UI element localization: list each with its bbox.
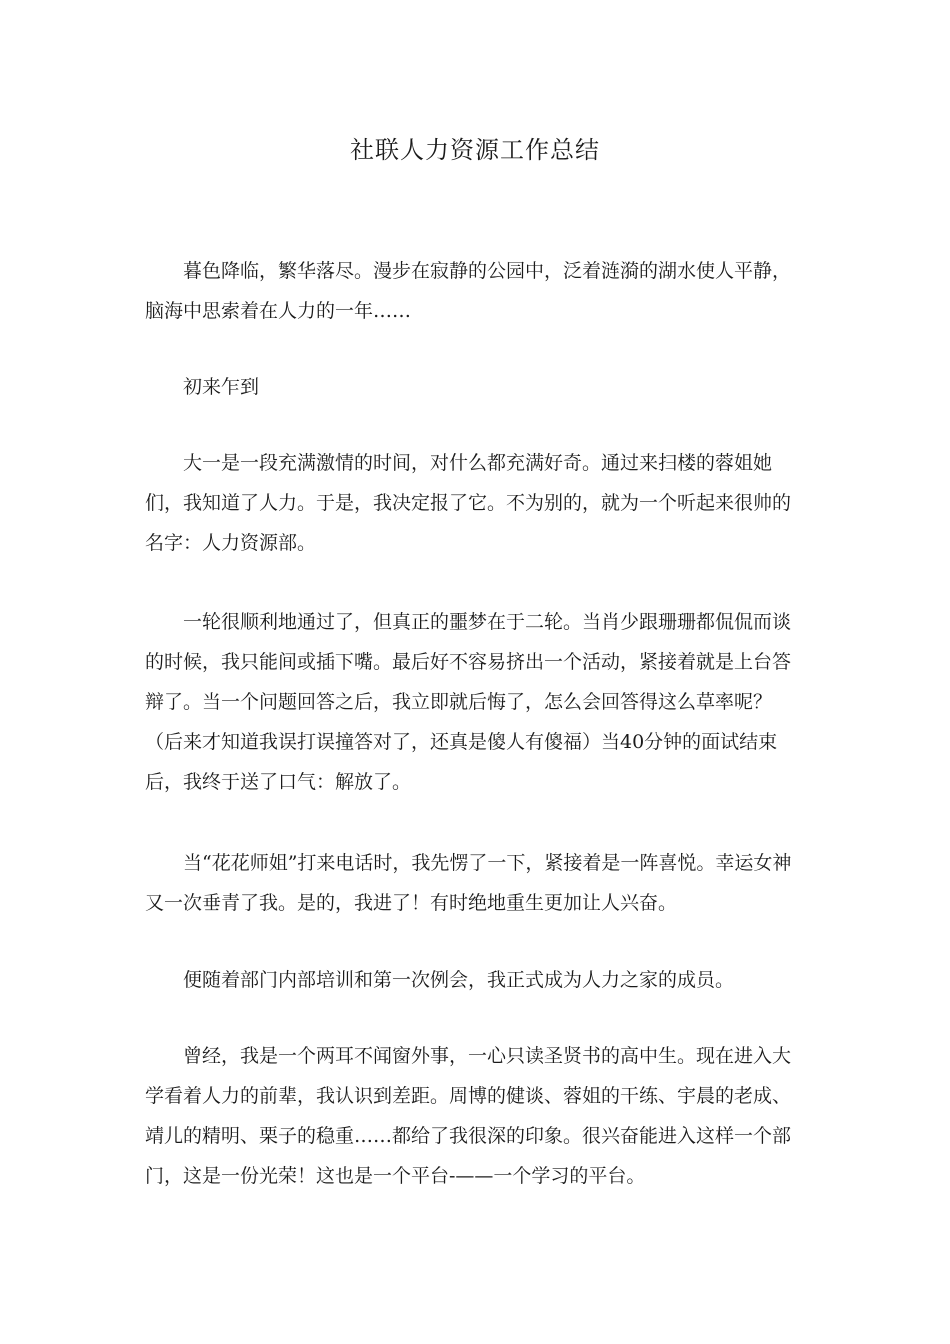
paragraph-phone-call: 当“花花师姐”打来电话时，我先愣了一下，紧接着是一阵喜悦。幸运女神又一次垂青了我。是的，我进了！有时绝地重生更加让人兴奋。 <box>145 852 792 914</box>
paragraph-interview: 一轮很顺利地通过了，但真正的噩梦在于二轮。当肖少跟珊珊都侃侃而谈的时候，我只能间或插下嘴。最后好不容易挤出一个活动，紧接着就是上台答辩了。当一个问题回答之后，我立即就后悔了，怎么会回答得这么草率呢？（后来才知道我误打误撞答对了，还真是傻人有傻福）当40分钟的面试结束后，我终于送了口气：解放了。 <box>145 611 792 793</box>
paragraph-training: 便随着部门内部培训和第一次例会，我正式成为人力之家的成员。 <box>183 969 735 991</box>
section-heading: 初来乍到 <box>183 376 260 398</box>
paragraph-intro: 暮色降临，繁华落尽。漫步在寂静的公园中，泛着涟漪的湖水使人平静，脑海中思索着在人力的一年…… <box>145 260 792 322</box>
paragraph-freshman: 大一是一段充满激情的时间，对什么都充满好奇。通过来扫楼的蓉姐她们，我知道了人力。于是，我决定报了它。不为别的，就为一个听起来很帅的名字：人力资源部。 <box>145 452 792 554</box>
document-title: 社联人力资源工作总结 <box>350 136 600 164</box>
paragraph-reflection: 曾经，我是一个两耳不闻窗外事，一心只读圣贤书的高中生。现在进入大学看着人力的前辈，我认识到差距。周博的健谈、蓉姐的干练、宇晨的老成、靖儿的精明、栗子的稳重……都给了我很深的印象。很兴奋能进入这样一个部门，这是一份光荣！这也是一个平台-——一个学习的平台。 <box>145 1045 792 1187</box>
